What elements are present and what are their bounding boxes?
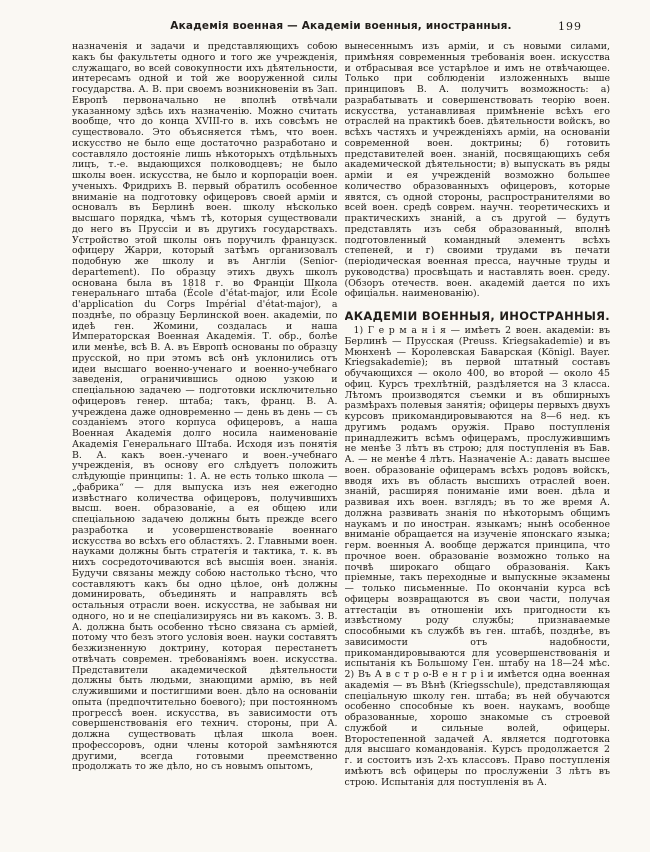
page-number: 199 [558,20,582,33]
section-heading-foreign-academies: АКАДЕМІИ ВОЕННЫЯ, ИНОСТРАННЫЯ. [344,309,610,323]
text-columns [72,42,610,804]
right-column [345,42,611,804]
left-column [72,42,338,804]
running-header-title: Академія военная — Академіи военныя, иностранныя. [170,20,512,32]
article-foreign-academies-text: 1) Г е р м а н і я — имѣетъ 2 воен. академіи: въ Берлинѣ — Прусская (Preuss. Kriegsakademie) и въ Мюнхенѣ — Королевская Баварская (Königl. Bayer. Kriegsakademie); въ первой штатный составъ обучающихся — около 400, во второй — около 45 офиц. Курсъ трехлѣтній, раздѣляется на 3 класса. Лѣтомъ производятся съемки и въ обширныхъ размѣрахъ полевыя занятія; офицеры первыхъ двухъ курсовъ прикомандировываются на 8—6 нед. къ другимъ родамъ оружія. Право поступленія принадлежитъ всѣмъ офицерамъ, прослужившимъ не менѣе 3 лѣтъ въ строю; для поступленія въ Бав. А. — не менѣе 4 лѣтъ. Назначеніе А.: давать высшее воен. образованіе офицерамъ всѣхъ родовъ войскъ, вводя ихъ въ область высшихъ отраслей воен. знаній, расширяя пониманіе ими воен. дѣла и развивая ихъ воен. взглядъ; въ то же время А. должна развивать знанія по нѣкоторымъ общимъ наукамъ и по иностран. языкамъ; нынѣ особенное вниманіе обращается на изученіе японскаго языка; герм. военныя А. вообще держатся принципа, что прочное воен. образованіе возможно только на почвѣ широкаго общаго образованія. Какъ пріемные, такъ переходные и выпускные экзамены — только письменные. По окончаніи курса всѣ офицеры возвращаются въ свои части, получая аттестаціи въ отношеніи ихъ пригодности къ извѣстному роду службы; признаваемые способными къ службѣ въ ген. штабѣ, позднѣе, въ зависимости отъ надобности, прикомандировываются для усовершенствованія и испытанія къ Большому Ген. штабу на 18—24 мѣс. 2) Въ А в с т р о-В е н г р і и имѣется одна военная академія — въ Вѣнѣ (Kriegsschule), представляющая спеціальную школу ген. штаба; въ ней обучаются особенно способные къ воен. наукамъ, вообще образованные, хорошо знакомые съ строевой службой и сильные волей, офицеры. Второстепенной задачей А. является подготовка для высшаго командованія. Курсъ продолжается 2 г. и состоитъ изъ 2-хъ классовъ. Право поступленія имѣютъ всѣ офицеры по прослуженіи 3 лѣтъ въ строю. Испытанія для поступленія въ А. [344,325,610,788]
article-military-academy-right-text: вынесеннымъ изъ арміи, и съ новыми силами, примѣняя современныя требованія воен. искусства и отбрасывая все устарѣлое и имъ не отвѣчающее. Только при соблюденіи изложенныхъ выше принциповъ В. А. получитъ возможность: а) разрабатывать и совершенствовать теорію воен. искусства, устанавливая примѣненіе всѣхъ его отраслей на практикѣ боев. дѣятельности войскъ, во всѣхъ частяхъ и учрежденіяхъ арміи, на основаніи современной воен. доктрины; б) готовить представителей воен. знаній, посвящающихъ себя академической дѣятельности; в) выпускать въ ряды арміи и ея учрежденій возможно большее количество образованныхъ офицеровъ, которые явятся, съ одной стороны, распространителями во всей воен. средѣ соврем. научн. теоретическихъ и практическихъ знаній, а съ другой — будутъ представлять изъ себя образованный, вполнѣ подготовленный командный элементъ всѣхъ степеней, и г) своими трудами въ печати (періодическая военная пресса, научные труды и руководства) просвѣщать и наставлять воен. среду. (Обзоръ отечеств. воен. академій дается по ихъ офиціальн. наименованію). [344,42,610,300]
article-military-academy-left-text: назначенія и задачи и представляющихъ собою какъ бы факультеты одного и того же учрежденія, служащаго, во всей совокупности ихъ дѣятельности, интересамъ одной и той же вооруженной силы государства. А. В. при своемъ возникновеніи въ Зап. Европѣ первоначально не вполнѣ отвѣчали указанному здѣсь ихъ назначенію. Можно считать вообще, что до конца XVIII-го в. ихъ совсѣмъ не существовало. Это объясняется тѣмъ, что воен. искусство не было еще достаточно разработано и составляло достояніе лишь нѣкоторыхъ отдѣльныхъ лицъ, т.-е. выдающихся полководцевъ; не было школы воен. искусства, не было и корпораціи воен. ученыхъ. Фридрихъ В. первый обратилъ особенное вниманіе на подготовку офицеровъ своей арміи и основалъ въ Берлинѣ воен. школу нѣсколько высшаго порядка, чѣмъ тѣ, которыя существовали до него въ Пруссіи и въ другихъ государствахъ. Устройство этой школы онъ поручилъ французск. офицеру Жарри, который затѣмъ организовалъ подобную же школу и въ Англіи (Senior-departement). По образцу этихъ двухъ школъ основана была въ 1818 г. во Франціи Школа генеральнаго штаба (École d'état-major, или École d'application du Corps Impérial d'état-major), а позднѣе, по образцу Берлинской воен. академіи, по идеѣ ген. Жомини, создалась и наша Императорская Военная Академія. Т. обр., болѣе или менѣе, всѣ В. А. въ Европѣ основаны по образцу прусской, но при этомъ всѣ онѣ уклонились отъ идеи высшаго военно-ученаго и военно-учебнаго заведенія, ограничившись одною узкою и спеціальною задачею — подготовки исключительно офицеровъ генер. штаба; такъ, франц. В. А. учреждена даже одновременно — день въ день — съ созданіемъ этого корпуса офицеровъ, а наша Военная Академія долго носила наименованіе Академія Генеральнаго Штаба. Исходя изъ понятія В. А. какъ воен.-ученаго и воен.-учебнаго учрежденія, въ основу его слѣдуетъ положить слѣдующіе принципы: 1. А. не есть только школа — „фабрика“ — для выпуска изъ нея ежегодно извѣстнаго количества офицеровъ, получившихъ высш. воен. образованіе, а ея общею или спеціальною задачею должны быть прежде всего разработка и усовершенствованіе военнаго искусства во всѣхъ его областяхъ. 2. Главными воен. науками должны быть стратегія и тактика, т. к. въ нихъ сосредоточиваются всѣ высшія воен. знанія. Будучи связаны между собою настолько тѣсно, что составляютъ какъ бы одно цѣлое, онѣ должны доминировать, объединять и направлять всѣ остальныя отрасли воен. искусства, не забывая ни одного, но и не спеціализируясь ни въ какомъ. 3. В. А. должна быть особенно тѣсно связана съ арміей, потому что безъ этого условія воен. науки составятъ безжизненную доктрину, которая перестанетъ отвѣчать современ. требованіямъ воен. искусства. Представители академической дѣятельности должны быть людьми, знающими армію, въ ней служившими и постигшими воен. дѣло на основаніи опыта (предпочтительно боевого); при постоянномъ прогрессѣ воен. искусства, въ зависимости отъ совершенствованія его технич. стороны, при А. должна существовать цѣлая школа воен. профессоровъ, одни члены которой замѣняются другими, всегда готовыми преемственно продолжать то же дѣло, но съ новымъ опытомъ, [72,42,338,773]
running-header [72,20,610,36]
